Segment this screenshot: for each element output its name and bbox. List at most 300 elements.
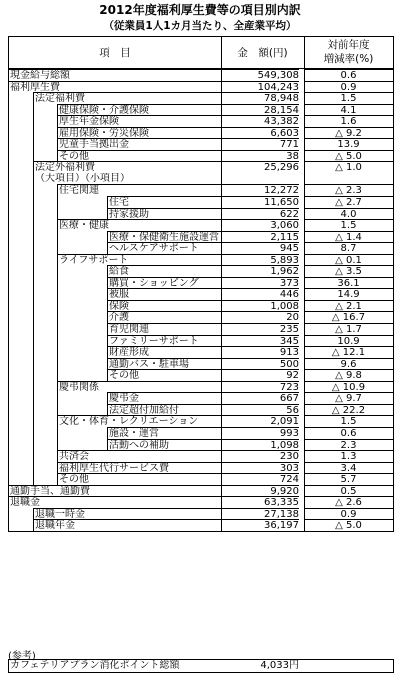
row-amount: 63,335	[221, 496, 299, 508]
divider	[304, 473, 305, 485]
indent-guide	[33, 415, 34, 427]
row-label: 児童手当拠出金	[57, 138, 221, 150]
divider	[304, 150, 305, 162]
divider	[304, 496, 305, 508]
row-rate: 0.6	[304, 69, 393, 81]
reference-amount: 4,033円	[260, 660, 299, 671]
divider	[221, 519, 222, 531]
page-subtitle: （従業員1人1カ月当たり、全産業平均）	[103, 20, 297, 32]
indent-guide	[57, 300, 58, 312]
table-row	[9, 288, 393, 300]
divider	[304, 115, 305, 127]
divider	[304, 311, 305, 323]
row-label: その他	[57, 150, 221, 162]
table-row	[9, 300, 393, 312]
table-body	[9, 69, 393, 531]
divider	[304, 358, 305, 370]
indent-guide	[33, 265, 34, 277]
row-label: 法定福利費	[33, 92, 221, 104]
row-rate: 10.9	[304, 335, 393, 347]
indent-guide	[57, 427, 58, 439]
row-amount: 913	[221, 346, 299, 358]
divider	[304, 381, 305, 393]
divider	[304, 439, 305, 451]
row-amount: 500	[221, 358, 299, 370]
divider	[221, 219, 222, 231]
table-row	[9, 392, 393, 404]
indent-guide	[33, 473, 34, 485]
row-rate: △ 2.1	[304, 300, 393, 312]
row-amount: 27,138	[221, 508, 299, 520]
row-rate: △ 2.7	[304, 196, 393, 208]
reference-label: (参考)	[8, 651, 36, 662]
header-amount: 金 額(円)	[237, 47, 288, 59]
divider	[221, 450, 222, 462]
row-amount: 36,197	[221, 519, 299, 531]
divider	[304, 104, 305, 116]
row-label: 医療・保健衛生施設運営	[109, 231, 219, 243]
indent-guide	[33, 335, 34, 347]
row-rate: 1.6	[304, 115, 393, 127]
indent-guide	[57, 231, 58, 243]
divider	[304, 92, 305, 104]
divider	[221, 81, 222, 93]
row-rate: 13.9	[304, 138, 393, 150]
cost-breakdown-table	[8, 36, 394, 532]
table-row	[9, 335, 393, 347]
row-amount: 6,603	[221, 127, 299, 139]
divider	[221, 473, 222, 485]
divider	[304, 254, 305, 266]
reference-row	[8, 659, 394, 673]
row-label: 健康保険・介護保険	[57, 104, 221, 116]
divider	[304, 485, 305, 497]
divider	[221, 37, 222, 68]
row-label: 法定外福利費	[33, 161, 221, 173]
row-rate: △ 3.5	[304, 265, 393, 277]
row-rate: △ 0.1	[304, 254, 393, 266]
row-rate: △ 5.0	[304, 150, 393, 162]
table-row	[9, 242, 393, 254]
row-amount: 9,920	[221, 485, 299, 497]
table-row	[9, 184, 393, 196]
row-label: ヘルスケアサポート	[107, 242, 221, 254]
divider	[304, 519, 305, 531]
row-rate: △ 1.0	[304, 161, 393, 173]
divider	[221, 127, 222, 139]
indent-guide	[33, 184, 34, 196]
row-label: その他	[57, 473, 221, 485]
row-amount: 28,154	[221, 104, 299, 116]
row-label: ファミリーサポート	[107, 335, 221, 347]
divider	[221, 496, 222, 508]
row-amount: 303	[221, 462, 299, 474]
divider	[221, 138, 222, 150]
indent-guide	[33, 462, 34, 474]
indent-guide	[57, 208, 58, 220]
table-row	[9, 138, 393, 150]
table-row	[9, 485, 393, 497]
row-amount: 549,308	[221, 69, 299, 81]
table-row	[9, 473, 393, 485]
row-amount: 38	[221, 150, 299, 162]
divider	[221, 150, 222, 162]
indent-guide	[57, 277, 58, 289]
indent-guide	[33, 323, 34, 335]
divider	[221, 427, 222, 439]
divider	[304, 404, 305, 416]
row-amount: 1,008	[221, 300, 299, 312]
indent-guide	[33, 439, 34, 451]
table-row	[9, 462, 393, 474]
row-label: 現金給与総額	[9, 69, 221, 81]
row-amount: 771	[221, 138, 299, 150]
indent-guide	[33, 104, 34, 116]
row-label: 退職年金	[33, 519, 221, 531]
indent-guide	[33, 219, 34, 231]
divider	[304, 462, 305, 474]
table-row	[9, 427, 393, 439]
row-rate: 1.3	[304, 450, 393, 462]
row-rate: 0.9	[304, 508, 393, 520]
row-label: 施設・運営	[107, 427, 221, 439]
indent-guide	[33, 208, 34, 220]
table-row	[9, 208, 393, 220]
header-rate-line1: 対前年度	[327, 39, 370, 51]
indent-guide	[33, 392, 34, 404]
table-row	[9, 496, 393, 508]
row-label: 厚生年金保険	[57, 115, 221, 127]
row-amount: 1,098	[221, 439, 299, 451]
row-label: 介護	[107, 311, 221, 323]
indent-guide	[57, 196, 58, 208]
table-row	[9, 104, 393, 116]
row-rate: 4.0	[304, 208, 393, 220]
table-row	[9, 519, 393, 531]
table-row	[9, 254, 393, 266]
divider	[304, 37, 305, 68]
indent-guide	[57, 358, 58, 370]
row-label: 雇用保険・労災保険	[57, 127, 221, 139]
row-label: 退職一時金	[33, 508, 221, 520]
row-rate: △ 9.7	[304, 392, 393, 404]
row-rate: △ 1.7	[304, 323, 393, 335]
table-row	[9, 439, 393, 451]
indent-guide	[57, 392, 58, 404]
table-header	[9, 37, 393, 69]
divider	[221, 161, 222, 173]
row-rate: 1.5	[304, 415, 393, 427]
indent-guide	[57, 369, 58, 381]
row-label: 住宅関連	[57, 184, 221, 196]
indent-guide	[33, 369, 34, 381]
row-rate: 9.6	[304, 358, 393, 370]
divider	[304, 346, 305, 358]
divider	[304, 508, 305, 520]
row-amount: 20	[221, 311, 299, 323]
row-rate: 4.1	[304, 104, 393, 116]
table-row	[9, 508, 393, 520]
row-rate: 0.5	[304, 485, 393, 497]
table-row	[9, 404, 393, 416]
table-row	[9, 415, 393, 427]
row-amount	[221, 173, 299, 185]
divider	[304, 69, 305, 81]
divider	[221, 288, 222, 300]
row-rate: 1.5	[304, 219, 393, 231]
row-amount: 345	[221, 335, 299, 347]
row-label: 文化・体育・レクリエーション	[57, 415, 221, 427]
row-rate: △ 22.2	[304, 404, 393, 416]
divider	[221, 173, 222, 185]
divider	[221, 265, 222, 277]
table-row	[9, 265, 393, 277]
table-row	[9, 150, 393, 162]
row-rate: △ 9.2	[304, 127, 393, 139]
row-amount: 2,091	[221, 415, 299, 427]
divider	[304, 335, 305, 347]
table-row	[9, 381, 393, 393]
row-amount: 724	[221, 473, 299, 485]
row-rate: 0.6	[304, 427, 393, 439]
table-row	[9, 127, 393, 139]
row-label: 財産形成	[107, 346, 221, 358]
indent-guide	[33, 150, 34, 162]
reference-item: カフェテリアプラン消化ポイント総額	[10, 660, 180, 671]
row-label: ライフサポート	[57, 254, 221, 266]
divider	[304, 161, 305, 173]
divider	[221, 242, 222, 254]
indent-guide	[33, 450, 34, 462]
divider	[221, 231, 222, 243]
table-row	[9, 231, 393, 243]
divider	[221, 369, 222, 381]
row-amount: 11,650	[221, 196, 299, 208]
header-rate-line2: 増減率(%)	[323, 53, 374, 65]
row-amount: 373	[221, 277, 299, 289]
row-rate: △ 10.9	[304, 381, 393, 393]
indent-guide	[33, 242, 34, 254]
row-label: （大項目）（小項目）	[33, 173, 221, 185]
indent-guide	[33, 277, 34, 289]
indent-guide	[57, 346, 58, 358]
row-amount: 78,948	[221, 92, 299, 104]
indent-guide	[33, 381, 34, 393]
row-label: 法定超付加給付	[107, 404, 221, 416]
divider	[304, 81, 305, 93]
divider	[221, 404, 222, 416]
divider	[221, 104, 222, 116]
indent-guide	[33, 138, 34, 150]
divider	[221, 208, 222, 220]
row-rate: △ 2.6	[304, 496, 393, 508]
divider	[221, 462, 222, 474]
table-row	[9, 115, 393, 127]
divider	[304, 184, 305, 196]
row-amount: 104,243	[221, 81, 299, 93]
indent-guide	[57, 404, 58, 416]
row-amount: 1,962	[221, 265, 299, 277]
table-row	[9, 81, 393, 93]
divider	[221, 311, 222, 323]
divider	[304, 138, 305, 150]
indent-guide	[57, 242, 58, 254]
divider	[304, 173, 305, 185]
divider	[221, 415, 222, 427]
row-amount: 723	[221, 381, 299, 393]
row-label: 慶弔金	[107, 392, 221, 404]
row-rate: 14.9	[304, 288, 393, 300]
divider	[304, 208, 305, 220]
divider	[221, 277, 222, 289]
table-row	[9, 369, 393, 381]
row-rate: △ 12.1	[304, 346, 393, 358]
indent-guide	[33, 311, 34, 323]
indent-guide	[57, 323, 58, 335]
row-rate: 5.7	[304, 473, 393, 485]
row-label: その他	[107, 369, 221, 381]
divider	[304, 231, 305, 243]
divider	[304, 450, 305, 462]
row-rate	[304, 173, 393, 185]
table-row	[9, 173, 393, 185]
row-amount: 235	[221, 323, 299, 335]
indent-guide	[33, 288, 34, 300]
indent-guide	[57, 265, 58, 277]
divider	[304, 127, 305, 139]
row-rate: △ 16.7	[304, 311, 393, 323]
row-amount: 622	[221, 208, 299, 220]
row-label: 保険	[107, 300, 221, 312]
row-amount: 667	[221, 392, 299, 404]
row-rate: 36.1	[304, 277, 393, 289]
divider	[304, 369, 305, 381]
row-amount: 446	[221, 288, 299, 300]
divider	[304, 427, 305, 439]
divider	[304, 277, 305, 289]
header-item: 項 目	[99, 47, 131, 59]
indent-guide	[33, 115, 34, 127]
row-rate: △ 9.8	[304, 369, 393, 381]
divider	[304, 323, 305, 335]
divider	[221, 184, 222, 196]
row-amount: 993	[221, 427, 299, 439]
row-label: 給食	[107, 265, 221, 277]
table-row	[9, 450, 393, 462]
row-label: 医療・健康	[57, 219, 221, 231]
indent-guide	[57, 311, 58, 323]
row-rate: 2.3	[304, 439, 393, 451]
row-amount: 25,296	[221, 161, 299, 173]
divider	[304, 392, 305, 404]
divider	[304, 288, 305, 300]
row-label: 共済会	[57, 450, 221, 462]
row-label: 住宅	[107, 196, 221, 208]
row-rate: 3.4	[304, 462, 393, 474]
row-label: 慶弔関係	[57, 381, 221, 393]
row-amount: 43,382	[221, 115, 299, 127]
divider	[221, 358, 222, 370]
row-amount: 5,893	[221, 254, 299, 266]
divider	[221, 92, 222, 104]
divider	[221, 392, 222, 404]
divider	[304, 300, 305, 312]
divider	[221, 346, 222, 358]
divider	[221, 381, 222, 393]
row-rate: △ 5.0	[304, 519, 393, 531]
row-amount: 230	[221, 450, 299, 462]
table-row	[9, 69, 393, 81]
indent-guide	[57, 439, 58, 451]
row-rate: 8.7	[304, 242, 393, 254]
table-row	[9, 346, 393, 358]
header-rate	[304, 38, 393, 66]
table-row	[9, 196, 393, 208]
indent-guide	[33, 346, 34, 358]
table-row	[9, 219, 393, 231]
indent-guide	[33, 127, 34, 139]
row-amount: 3,060	[221, 219, 299, 231]
page-title: 2012年度福利厚生費等の項目別内訳	[99, 3, 301, 17]
row-label: 福利厚生費	[9, 81, 221, 93]
row-label: 育児関連	[107, 323, 221, 335]
row-amount: 56	[221, 404, 299, 416]
row-amount: 945	[221, 242, 299, 254]
divider	[304, 265, 305, 277]
divider	[221, 485, 222, 497]
row-amount: 2,115	[221, 231, 299, 243]
row-label: 活動への補助	[107, 439, 221, 451]
row-label: 被服	[107, 288, 221, 300]
row-rate: 1.5	[304, 92, 393, 104]
divider	[221, 508, 222, 520]
table-row	[9, 92, 393, 104]
row-amount: 12,272	[221, 184, 299, 196]
indent-guide	[33, 231, 34, 243]
divider	[304, 415, 305, 427]
indent-guide	[33, 196, 34, 208]
divider	[304, 219, 305, 231]
indent-guide	[33, 404, 34, 416]
divider	[221, 69, 222, 81]
divider	[221, 439, 222, 451]
row-label: 通勤手当、通勤費	[9, 485, 221, 497]
divider	[221, 300, 222, 312]
indent-guide	[57, 288, 58, 300]
row-label: 持家援助	[107, 208, 221, 220]
indent-guide	[33, 254, 34, 266]
table-row	[9, 358, 393, 370]
row-rate: △ 1.4	[304, 231, 393, 243]
indent-guide	[57, 335, 58, 347]
row-rate: △ 2.3	[304, 184, 393, 196]
divider	[221, 323, 222, 335]
row-label: 通勤バス・駐車場	[107, 358, 221, 370]
divider	[304, 242, 305, 254]
row-amount: 92	[221, 369, 299, 381]
indent-guide	[33, 300, 34, 312]
row-rate: 0.9	[304, 81, 393, 93]
row-label: 福利厚生代行サービス費	[57, 462, 221, 474]
indent-guide	[33, 358, 34, 370]
table-row	[9, 277, 393, 289]
row-label: 購買・ショッピング	[107, 277, 221, 289]
table-row	[9, 161, 393, 173]
divider	[221, 115, 222, 127]
table-row	[9, 323, 393, 335]
indent-guide	[33, 427, 34, 439]
divider	[221, 196, 222, 208]
